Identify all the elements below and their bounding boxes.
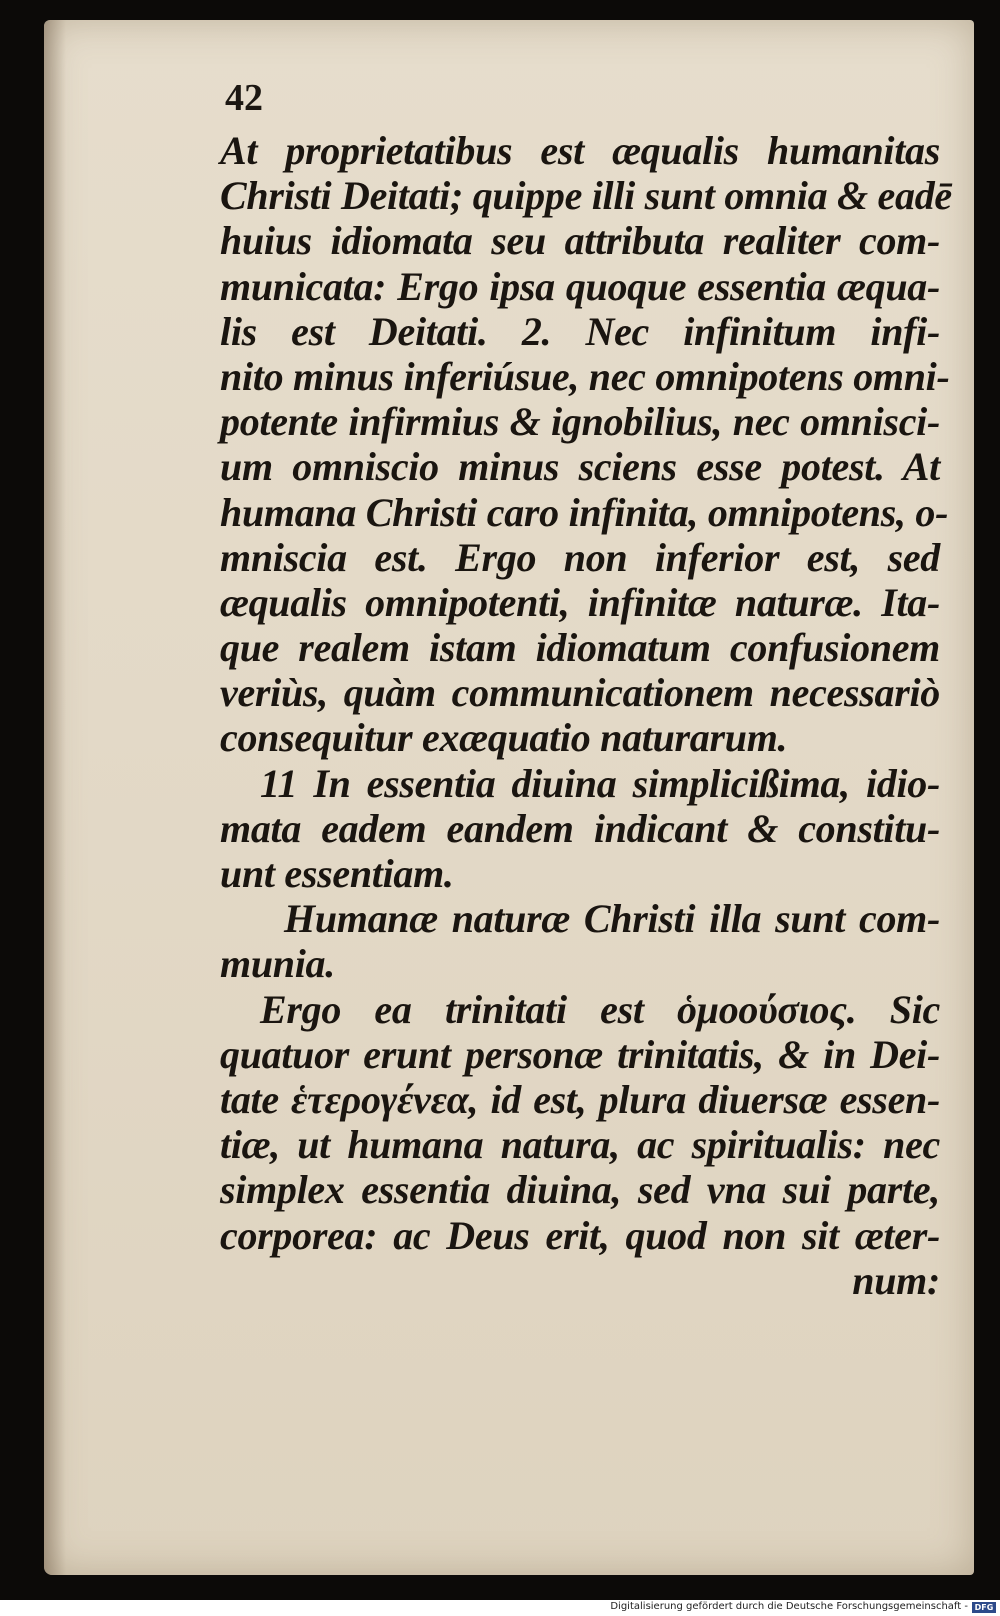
text-line-26: num: xyxy=(852,1257,940,1303)
text-line-21: quatuor erunt personæ trinitatis, & in Dei- xyxy=(220,1031,940,1077)
text-line-19: munia. xyxy=(220,941,335,987)
text-line-1: At proprietatibus est æqualis humanitas xyxy=(220,128,940,173)
text-line-15: 11 In essentia diuina simplicißima, idio- xyxy=(260,760,940,806)
text-line-14: consequitur exæquatio naturarum. xyxy=(220,715,788,761)
text-line-10: mniscia est. Ergo non inferior est, sed xyxy=(220,534,940,580)
text-line-24: simplex essentia diuina, sed vna sui parte, xyxy=(220,1167,940,1213)
footer-credit: Digitalisierung gefördert durch die Deutsche Forschungsgemeinschaft - xyxy=(610,1601,968,1612)
text-line-25: corporea: ac Deus erit, quod non sit æter- xyxy=(220,1212,940,1258)
text-line-18: Humanæ naturæ Christi illa sunt com- xyxy=(284,896,940,942)
text-line-9: humana Christi caro infinita, omnipotens, o- xyxy=(220,489,949,535)
text-line-16: mata eadem eandem indicant & constitu- xyxy=(220,805,940,851)
text-line-23: tiæ, ut humana natura, ac spiritualis: nec xyxy=(220,1122,940,1168)
text-line-6: nito minus inferiúsue, nec omnipotens omni- xyxy=(220,353,950,399)
page-number: 42 xyxy=(225,77,263,119)
page-gutter-shadow xyxy=(44,20,66,1575)
text-line-5: lis est Deitati. 2. Nec infinitum infi- xyxy=(220,308,940,354)
text-line-8: um omniscio minus sciens esse potest. At xyxy=(220,444,940,490)
text-line-4: municata: Ergo ipsa quoque essentia æqua- xyxy=(220,263,940,309)
text-line-7: potente infirmius & ignobilius, nec omnisci- xyxy=(220,399,940,445)
text-line-22: tate ἑτερογένεα, id est, plura diuersæ essen- xyxy=(220,1076,940,1122)
text-line-3: huius idiomata seu attributa realiter com- xyxy=(220,218,940,264)
text-line-17: unt essentiam. xyxy=(220,851,454,896)
digitization-footer xyxy=(0,1600,1000,1616)
text-line-12: que realem istam idiomatum confusionem xyxy=(220,625,940,671)
text-line-11: æqualis omnipotenti, infinitæ naturæ. Ita- xyxy=(220,579,940,625)
page-body-text xyxy=(220,128,952,1303)
text-line-2: Christi Deitati; quippe illi sunt omnia & eadē xyxy=(220,173,952,219)
text-line-13: veriùs, quàm communicationem necessariò xyxy=(220,670,940,716)
dfg-logo-icon: DFG xyxy=(972,1602,996,1613)
text-line-20: Ergo ea trinitati est ὁμοούσιος. Sic xyxy=(260,986,940,1032)
